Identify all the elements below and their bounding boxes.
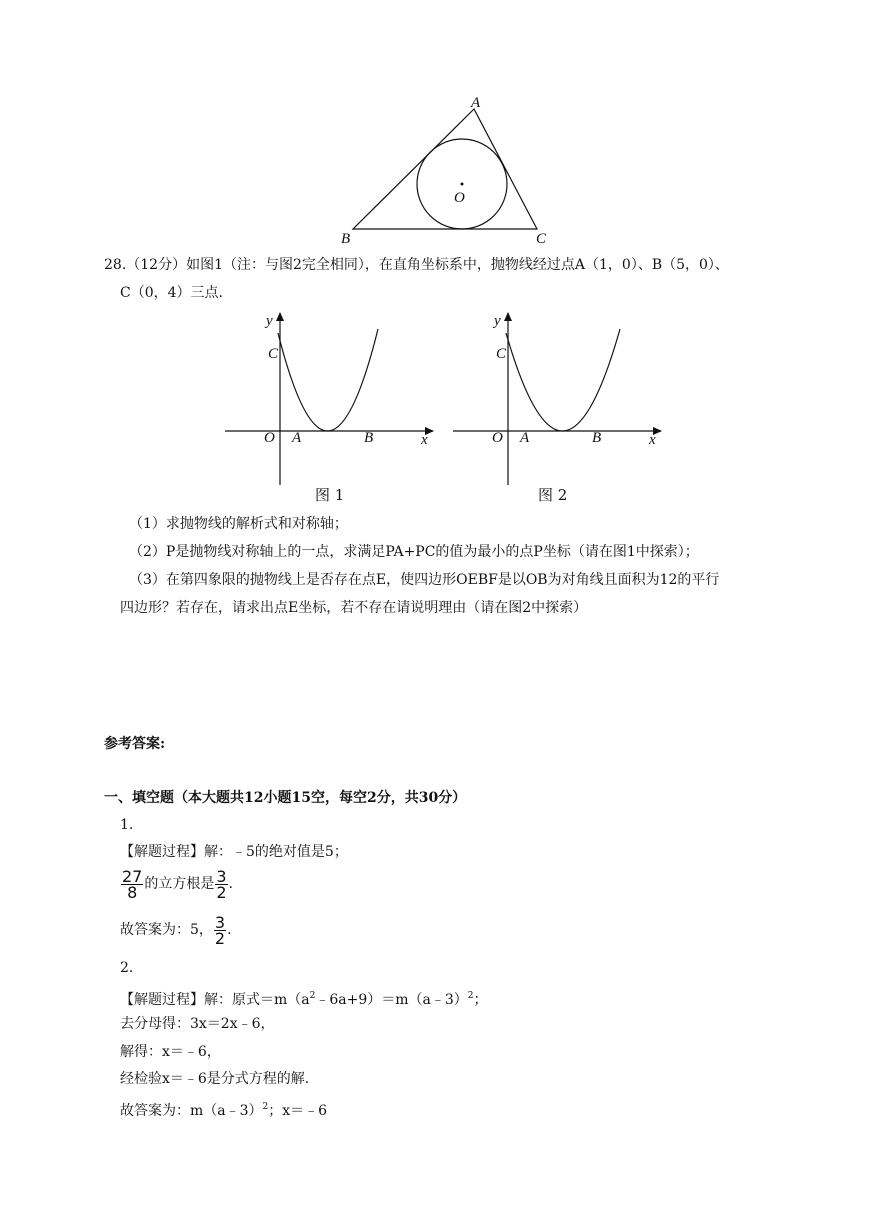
question-1: （1）求抛物线的解析式和对称轴； <box>129 516 348 532</box>
label-c: C <box>536 231 547 247</box>
label-y: y <box>494 313 501 329</box>
answer-1-cube-root-line: $\frac{27}{8}$ 的立方根是 $\frac{3}{2}$ . <box>122 866 233 902</box>
question-2: （2）P是抛物线对称轴上的一点，求满足PA+PC的值为最小的点P坐标（请在图1中探索）； <box>129 544 699 560</box>
answer-1-final: 故答案为：5， $\frac{3}{2}$ . <box>120 912 232 948</box>
parabola-figure-1 <box>225 310 440 510</box>
label-b: B <box>592 430 602 446</box>
answer-1-number: 1. <box>120 817 134 833</box>
label-a: A <box>520 430 530 446</box>
fraction-27-8: $\frac{27}{8}$ <box>122 866 143 902</box>
answer-2-line4: 经检验x＝﹣6是分式方程的解. <box>120 1071 310 1087</box>
label-x: x <box>649 432 656 448</box>
label-a: A <box>471 95 481 111</box>
label-o: O <box>454 190 465 206</box>
label-o: O <box>492 430 503 446</box>
center-dot <box>461 183 464 186</box>
triangle-abc <box>353 109 537 229</box>
answer-2-line1: 【解题过程】解：原式$=m(a^2﹣6a+9)=m(a﹣3)^2$； <box>120 991 488 1008</box>
answer-2-line5: 故答案为：m（a﹣3）$^2$；x＝﹣6 <box>120 1102 328 1119</box>
parabola-curve <box>506 329 620 431</box>
parabola-curve <box>278 329 378 431</box>
problem28-stem-line2: C（0，4）三点. <box>120 285 223 301</box>
fraction-3-2: $\frac{3}{2}$ <box>216 866 227 902</box>
label-x: x <box>421 432 428 448</box>
fraction-3-2-answer: $\frac{3}{2}$ <box>214 912 226 948</box>
label-a: A <box>292 430 302 446</box>
question-3-line1: （3）在第四象限的抛物线上是否存在点E，使四边形OEBF是以OB为对角线且面积为12的平行 <box>129 572 720 588</box>
answer-2-line2: 去分母得：3x＝2x﹣6， <box>120 1016 275 1032</box>
label-c: C <box>268 346 279 362</box>
problem28-stem-line1: 28.（12分）如图1（注：与图2完全相同），在直角坐标系中，抛物线经过点A（1，0）、B（5，0）、 <box>104 257 729 273</box>
label-b: B <box>341 231 351 247</box>
answer-1-line1: 【解题过程】解：﹣5的绝对值是5； <box>120 844 348 860</box>
parabola-figure-2 <box>453 310 668 510</box>
label-c: C <box>496 346 507 362</box>
label-b: B <box>364 430 374 446</box>
question-3-line2: 四边形？若存在，请求出点E坐标，若不存在请说明理由（请在图2中探索） <box>120 600 588 616</box>
answer-2-number: 2. <box>120 960 134 976</box>
label-y: y <box>266 313 273 329</box>
answers-heading: 参考答案: <box>104 736 166 752</box>
label-o: O <box>264 430 275 446</box>
figure-2-caption: 图 2 <box>538 486 568 504</box>
answer-2-line3: 解得：x＝﹣6， <box>120 1044 221 1060</box>
section-1-heading: 一、填空题（本大题共12小题15空，每空2分，共30分） <box>104 790 467 806</box>
triangle-incircle-figure <box>330 92 550 252</box>
figure-1-caption: 图 1 <box>315 486 345 504</box>
